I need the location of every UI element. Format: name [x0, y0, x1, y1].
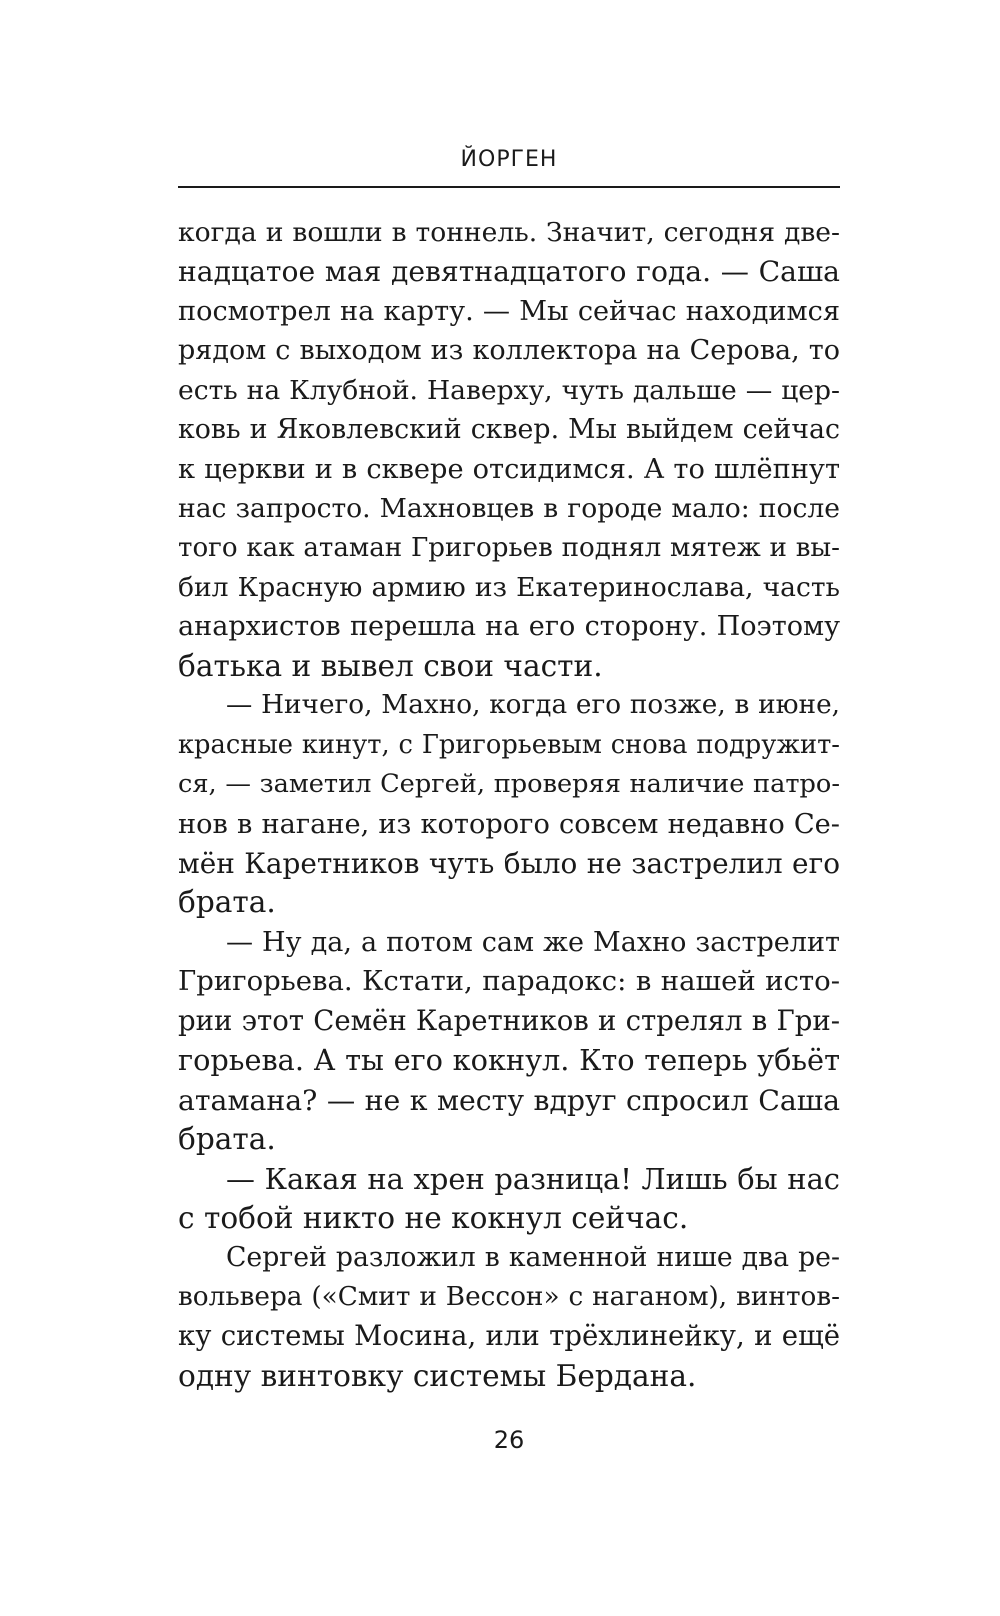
- text-line: посмотрел на карту. — Мы сейчас находимся: [178, 295, 840, 327]
- text-line: атамана? — не к месту вдруг спросил Саша: [178, 1083, 840, 1117]
- text-line: одну винтовку системы Бердана.: [178, 1358, 697, 1393]
- header-rule: [178, 186, 840, 188]
- text-line: Григорьева. Кстати, парадокс: в нашей исто-: [178, 965, 840, 998]
- running-head-title: ЙОРГЕН: [460, 147, 558, 172]
- text-line: бил Красную армию из Екатеринослава, часть: [178, 571, 840, 603]
- text-line: того как атаман Григорьев поднял мятеж и вы-: [178, 532, 840, 563]
- text-line: мён Каретников чуть было не застрелил его: [178, 847, 840, 880]
- text-line: — Какая на хрен разница! Лишь бы нас: [226, 1161, 840, 1196]
- text-line: — Ничего, Махно, когда его позже, в июне,: [226, 690, 840, 721]
- text-line: есть на Клубной. Наверху, чуть дальше — цер-: [178, 374, 840, 406]
- text-line: нов в нагане, из которого совсем недавно Се-: [178, 808, 840, 840]
- text-line: ковь и Яковлевский сквер. Мы выйдем сейчас: [178, 414, 840, 446]
- body-text: [178, 213, 840, 1396]
- text-line: Сергей разложил в каменной нише два ре-: [226, 1242, 840, 1274]
- page-number: 26: [493, 1426, 525, 1454]
- text-line: надцатое мая девятнадцатого года. — Саша: [178, 255, 840, 289]
- text-line: рядом с выходом из коллектора на Серова, то: [178, 335, 840, 367]
- text-line: ся, — заметил Сергей, проверяя наличие патро-: [178, 769, 840, 800]
- text-line: к церкви и в сквере отсидимся. А то шлёпнут: [178, 453, 840, 485]
- text-line: анархистов перешла на его сторону. Поэтому: [178, 611, 840, 643]
- text-line: ку системы Мосина, или трёхлинейку, и ещё: [178, 1320, 840, 1353]
- text-line: нас запросто. Махновцев в городе мало: после: [178, 493, 840, 525]
- text-line: с тобой никто не кокнул сейчас.: [178, 1200, 689, 1235]
- text-line: красные кинут, с Григорьевым снова подружит-: [178, 729, 840, 760]
- text-line: горьева. А ты его кокнул. Кто теперь убьёт: [178, 1043, 840, 1078]
- text-line: батька и вывел свои части.: [178, 648, 603, 683]
- text-line: вольвера («Смит и Вессон» с наганом), винтов-: [178, 1281, 840, 1312]
- text-line: — Ну да, а потом сам же Махно застрелит: [226, 926, 840, 958]
- text-line: когда и вошли в тоннель. Значит, сегодня две-: [178, 217, 840, 248]
- text-line: рии этот Семён Каретников и стрелял в Гри-: [178, 1004, 840, 1037]
- text-line: брата.: [178, 1122, 276, 1157]
- text-line: брата.: [178, 885, 276, 920]
